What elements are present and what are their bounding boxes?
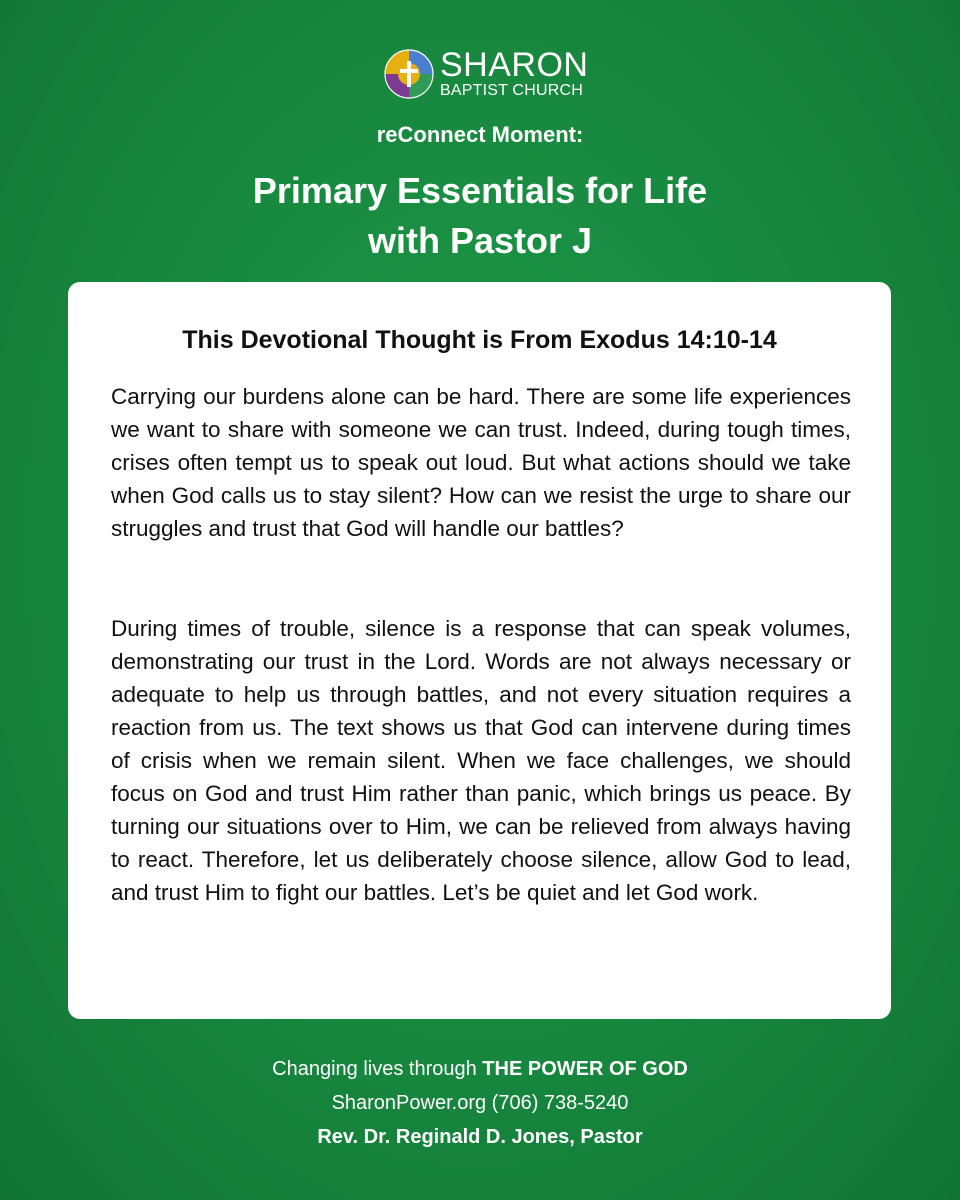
page-title-line-2: with Pastor J: [367, 220, 593, 261]
logo-name: SHARON: [440, 46, 589, 84]
footer-contact: SharonPower.org (706) 738-5240: [331, 1092, 629, 1114]
church-logo-icon: [384, 49, 434, 99]
page-title-line-1: Primary Essentials for Life: [252, 170, 708, 211]
footer: [0, 1052, 960, 1154]
tagline-emphasis: THE POWER OF GOD: [482, 1058, 688, 1080]
devotional-card: [68, 282, 891, 1019]
devotional-title: This Devotional Thought is From Exodus 14:10-14: [182, 326, 777, 354]
church-logo: [384, 48, 588, 99]
logo-subtitle: BAPTIST CHURCH: [440, 82, 583, 99]
devotional-paragraph-2: During times of trouble, silence is a response that can speak volumes, demonstrating our trust in the Lord. Words are not always necessary or adequate to help us through battles, and not every situation requires a reaction from us. The text shows us that God can intervene during times of crisis when we remain silent. When we face challenges, we should focus on God and trust Him rather than panic, which brings us peace. By turning our situations over to Him, we can be relieved from always having to react. Therefore, let us deliberately choose silence, allow God to lead, and trust Him to fight our battles. Let’s be quiet and let God work.: [111, 616, 851, 905]
footer-pastor: Rev. Dr. Reginald D. Jones, Pastor: [317, 1126, 643, 1148]
footer-tagline: [0, 1052, 960, 1086]
tagline-prefix: Changing lives through: [272, 1058, 477, 1080]
kicker-label: reConnect Moment:: [376, 122, 584, 147]
devotional-paragraph-1: Carrying our burdens alone can be hard. There are some life experiences we want to share with someone we can trust. Indeed, during tough times, crises often tempt us to speak out loud. But what actions should we take when God calls us to stay silent? How can we resist the urge to share our struggles and trust that God will handle our battles?: [111, 384, 851, 541]
page-title: [0, 166, 960, 266]
